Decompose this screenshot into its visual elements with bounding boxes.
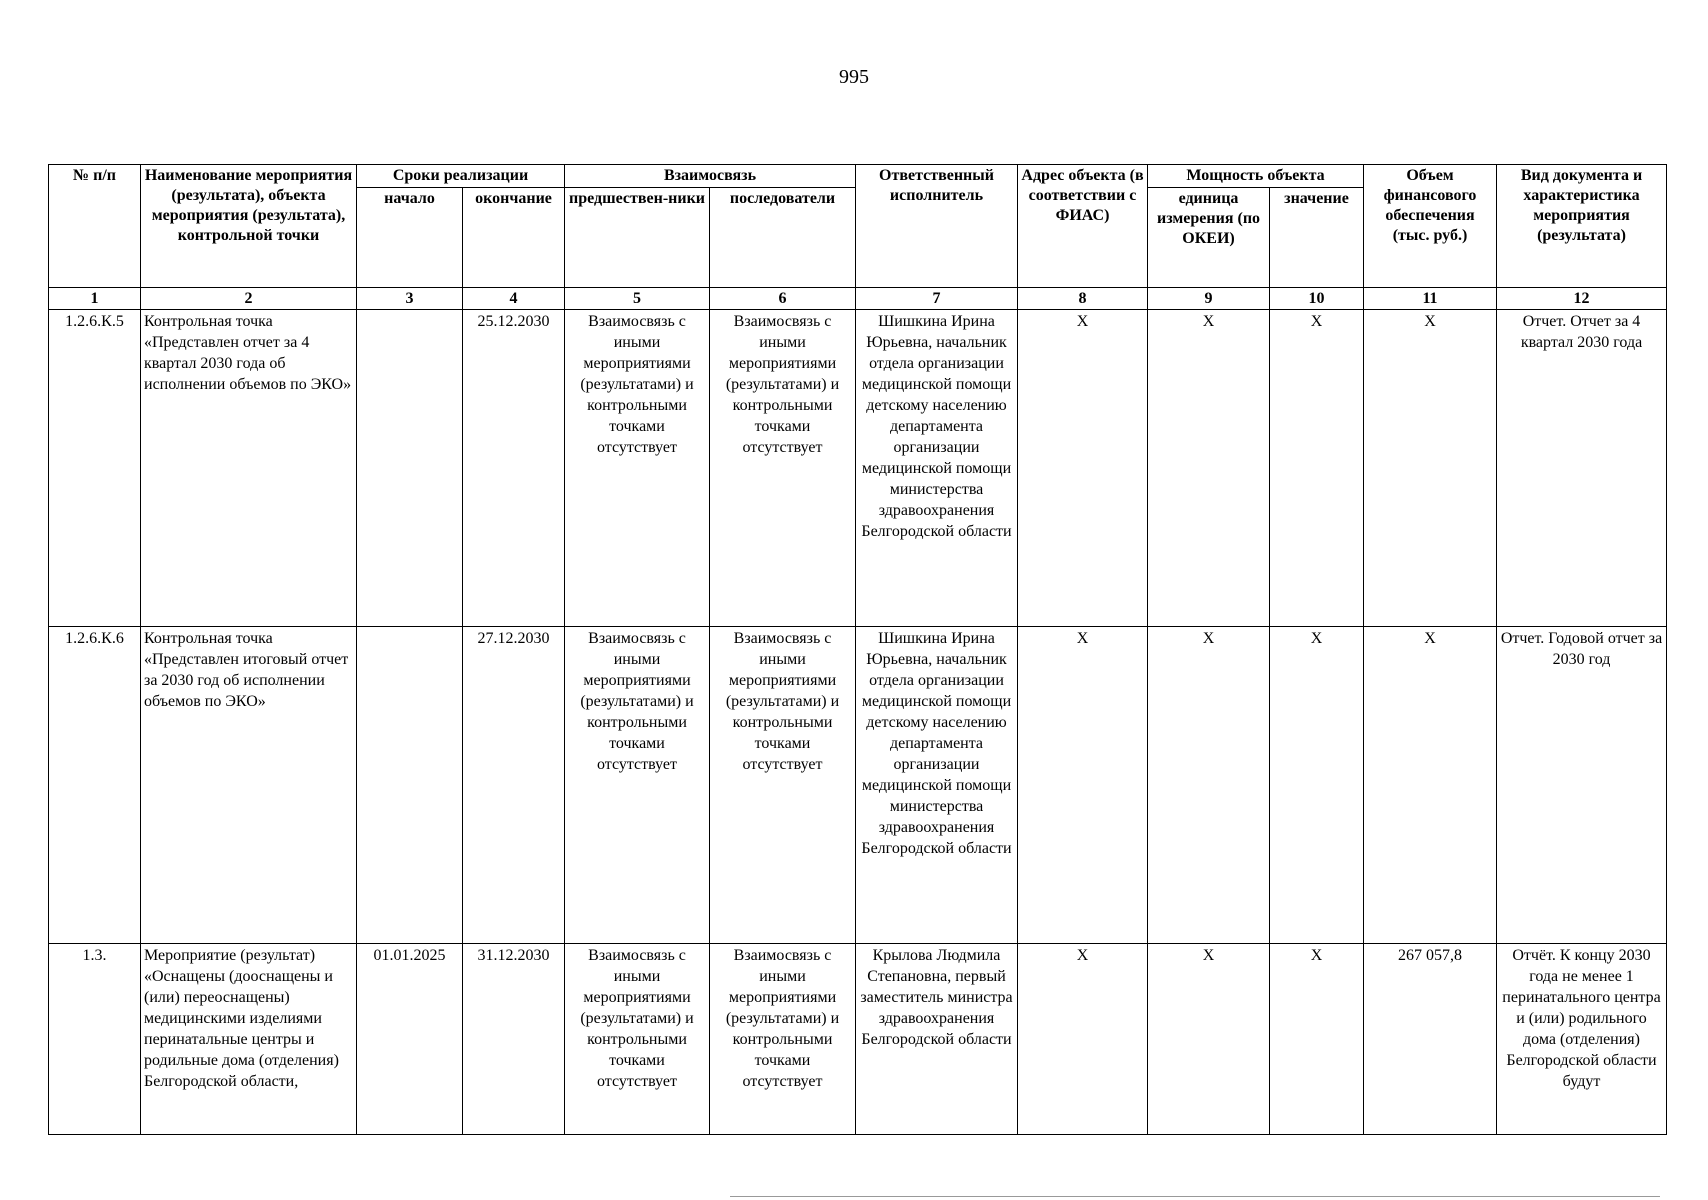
column-number: 7 bbox=[856, 288, 1018, 310]
row-predecessors: Взаимосвязь с иными мероприятиями (результатами) и контрольными точками отсутствует bbox=[565, 310, 710, 627]
row-document: Отчёт. К концу 2030 года не менее 1 перинатального центра и (или) родильного дома (отделения) Белгородской области будут bbox=[1497, 944, 1667, 1135]
row-finance: X bbox=[1364, 627, 1497, 944]
header-document: Вид документа и характеристика мероприятия (результата) bbox=[1497, 165, 1667, 288]
row-name: Контрольная точка «Представлен итоговый отчет за 2030 год об исполнении объемов по ЭКО» bbox=[141, 627, 357, 944]
column-number: 12 bbox=[1497, 288, 1667, 310]
table-row bbox=[49, 310, 1667, 627]
header-responsible: Ответственный исполнитель bbox=[856, 165, 1018, 288]
header-start: начало bbox=[357, 188, 463, 288]
row-successors: Взаимосвязь с иными мероприятиями (результатами) и контрольными точками отсутствует bbox=[710, 944, 856, 1135]
page-bottom-rule bbox=[730, 1196, 1660, 1197]
header-name: Наименование мероприятия (результата), объекта мероприятия (результата), контрольной точки bbox=[141, 165, 357, 288]
row-address: X bbox=[1018, 944, 1148, 1135]
column-number: 11 bbox=[1364, 288, 1497, 310]
row-end: 27.12.2030 bbox=[463, 627, 565, 944]
column-number-row bbox=[49, 288, 1667, 310]
column-number: 9 bbox=[1148, 288, 1270, 310]
row-predecessors: Взаимосвязь с иными мероприятиями (результатами) и контрольными точками отсутствует bbox=[565, 944, 710, 1135]
row-finance: X bbox=[1364, 310, 1497, 627]
header-value: значение bbox=[1270, 188, 1364, 288]
column-number: 2 bbox=[141, 288, 357, 310]
plan-table bbox=[48, 164, 1667, 1135]
row-document: Отчет. Годовой отчет за 2030 год bbox=[1497, 627, 1667, 944]
row-start bbox=[357, 310, 463, 627]
row-responsible: Шишкина Ирина Юрьевна, начальник отдела организации медицинской помощи детскому населению департамента организации медицинской помощи министерства здравоохранения Белгородской области bbox=[856, 627, 1018, 944]
row-predecessors: Взаимосвязь с иными мероприятиями (результатами) и контрольными точками отсутствует bbox=[565, 627, 710, 944]
row-successors: Взаимосвязь с иными мероприятиями (результатами) и контрольными точками отсутствует bbox=[710, 627, 856, 944]
column-number: 1 bbox=[49, 288, 141, 310]
row-end: 25.12.2030 bbox=[463, 310, 565, 627]
header-num: № п/п bbox=[49, 165, 141, 288]
column-number: 4 bbox=[463, 288, 565, 310]
column-number: 3 bbox=[357, 288, 463, 310]
row-successors: Взаимосвязь с иными мероприятиями (результатами) и контрольными точками отсутствует bbox=[710, 310, 856, 627]
header-end: окончание bbox=[463, 188, 565, 288]
header-unit: единица измерения (по ОКЕИ) bbox=[1148, 188, 1270, 288]
header-power-group: Мощность объекта bbox=[1148, 165, 1364, 188]
row-value: X bbox=[1270, 310, 1364, 627]
column-number: 6 bbox=[710, 288, 856, 310]
row-name: Мероприятие (результат) «Оснащены (дооснащены и (или) переоснащены) медицинскими изделиями перинатальные центры и родильные дома (отделения) Белгородской области, bbox=[141, 944, 357, 1135]
page-number: 995 bbox=[839, 66, 869, 88]
row-start bbox=[357, 627, 463, 944]
row-value: X bbox=[1270, 627, 1364, 944]
column-number: 8 bbox=[1018, 288, 1148, 310]
header-successors: последователи bbox=[710, 188, 856, 288]
row-responsible: Крылова Людмила Степановна, первый заместитель министра здравоохранения Белгородской области bbox=[856, 944, 1018, 1135]
row-number: 1.3. bbox=[49, 944, 141, 1135]
row-end: 31.12.2030 bbox=[463, 944, 565, 1135]
row-document: Отчет. Отчет за 4 квартал 2030 года bbox=[1497, 310, 1667, 627]
header-link-group: Взаимосвязь bbox=[565, 165, 856, 188]
column-number: 5 bbox=[565, 288, 710, 310]
row-responsible: Шишкина Ирина Юрьевна, начальник отдела организации медицинской помощи детскому населению департамента организации медицинской помощи министерства здравоохранения Белгородской области bbox=[856, 310, 1018, 627]
table-row bbox=[49, 627, 1667, 944]
header-predecessors: предшествен-ники bbox=[565, 188, 710, 288]
row-number: 1.2.6.К.5 bbox=[49, 310, 141, 627]
row-unit: X bbox=[1148, 310, 1270, 627]
header-finance: Объем финансового обеспечения (тыс. руб.) bbox=[1364, 165, 1497, 288]
header-address: Адрес объекта (в соответствии с ФИАС) bbox=[1018, 165, 1148, 288]
header-row-1 bbox=[49, 165, 1667, 188]
row-finance: 267 057,8 bbox=[1364, 944, 1497, 1135]
row-value: X bbox=[1270, 944, 1364, 1135]
header-dates-group: Сроки реализации bbox=[357, 165, 565, 188]
column-number: 10 bbox=[1270, 288, 1364, 310]
row-address: X bbox=[1018, 627, 1148, 944]
row-start: 01.01.2025 bbox=[357, 944, 463, 1135]
table-row bbox=[49, 944, 1667, 1135]
row-unit: X bbox=[1148, 944, 1270, 1135]
row-number: 1.2.6.К.6 bbox=[49, 627, 141, 944]
row-address: X bbox=[1018, 310, 1148, 627]
row-unit: X bbox=[1148, 627, 1270, 944]
row-name: Контрольная точка «Представлен отчет за 4 квартал 2030 года об исполнении объемов по ЭКО» bbox=[141, 310, 357, 627]
